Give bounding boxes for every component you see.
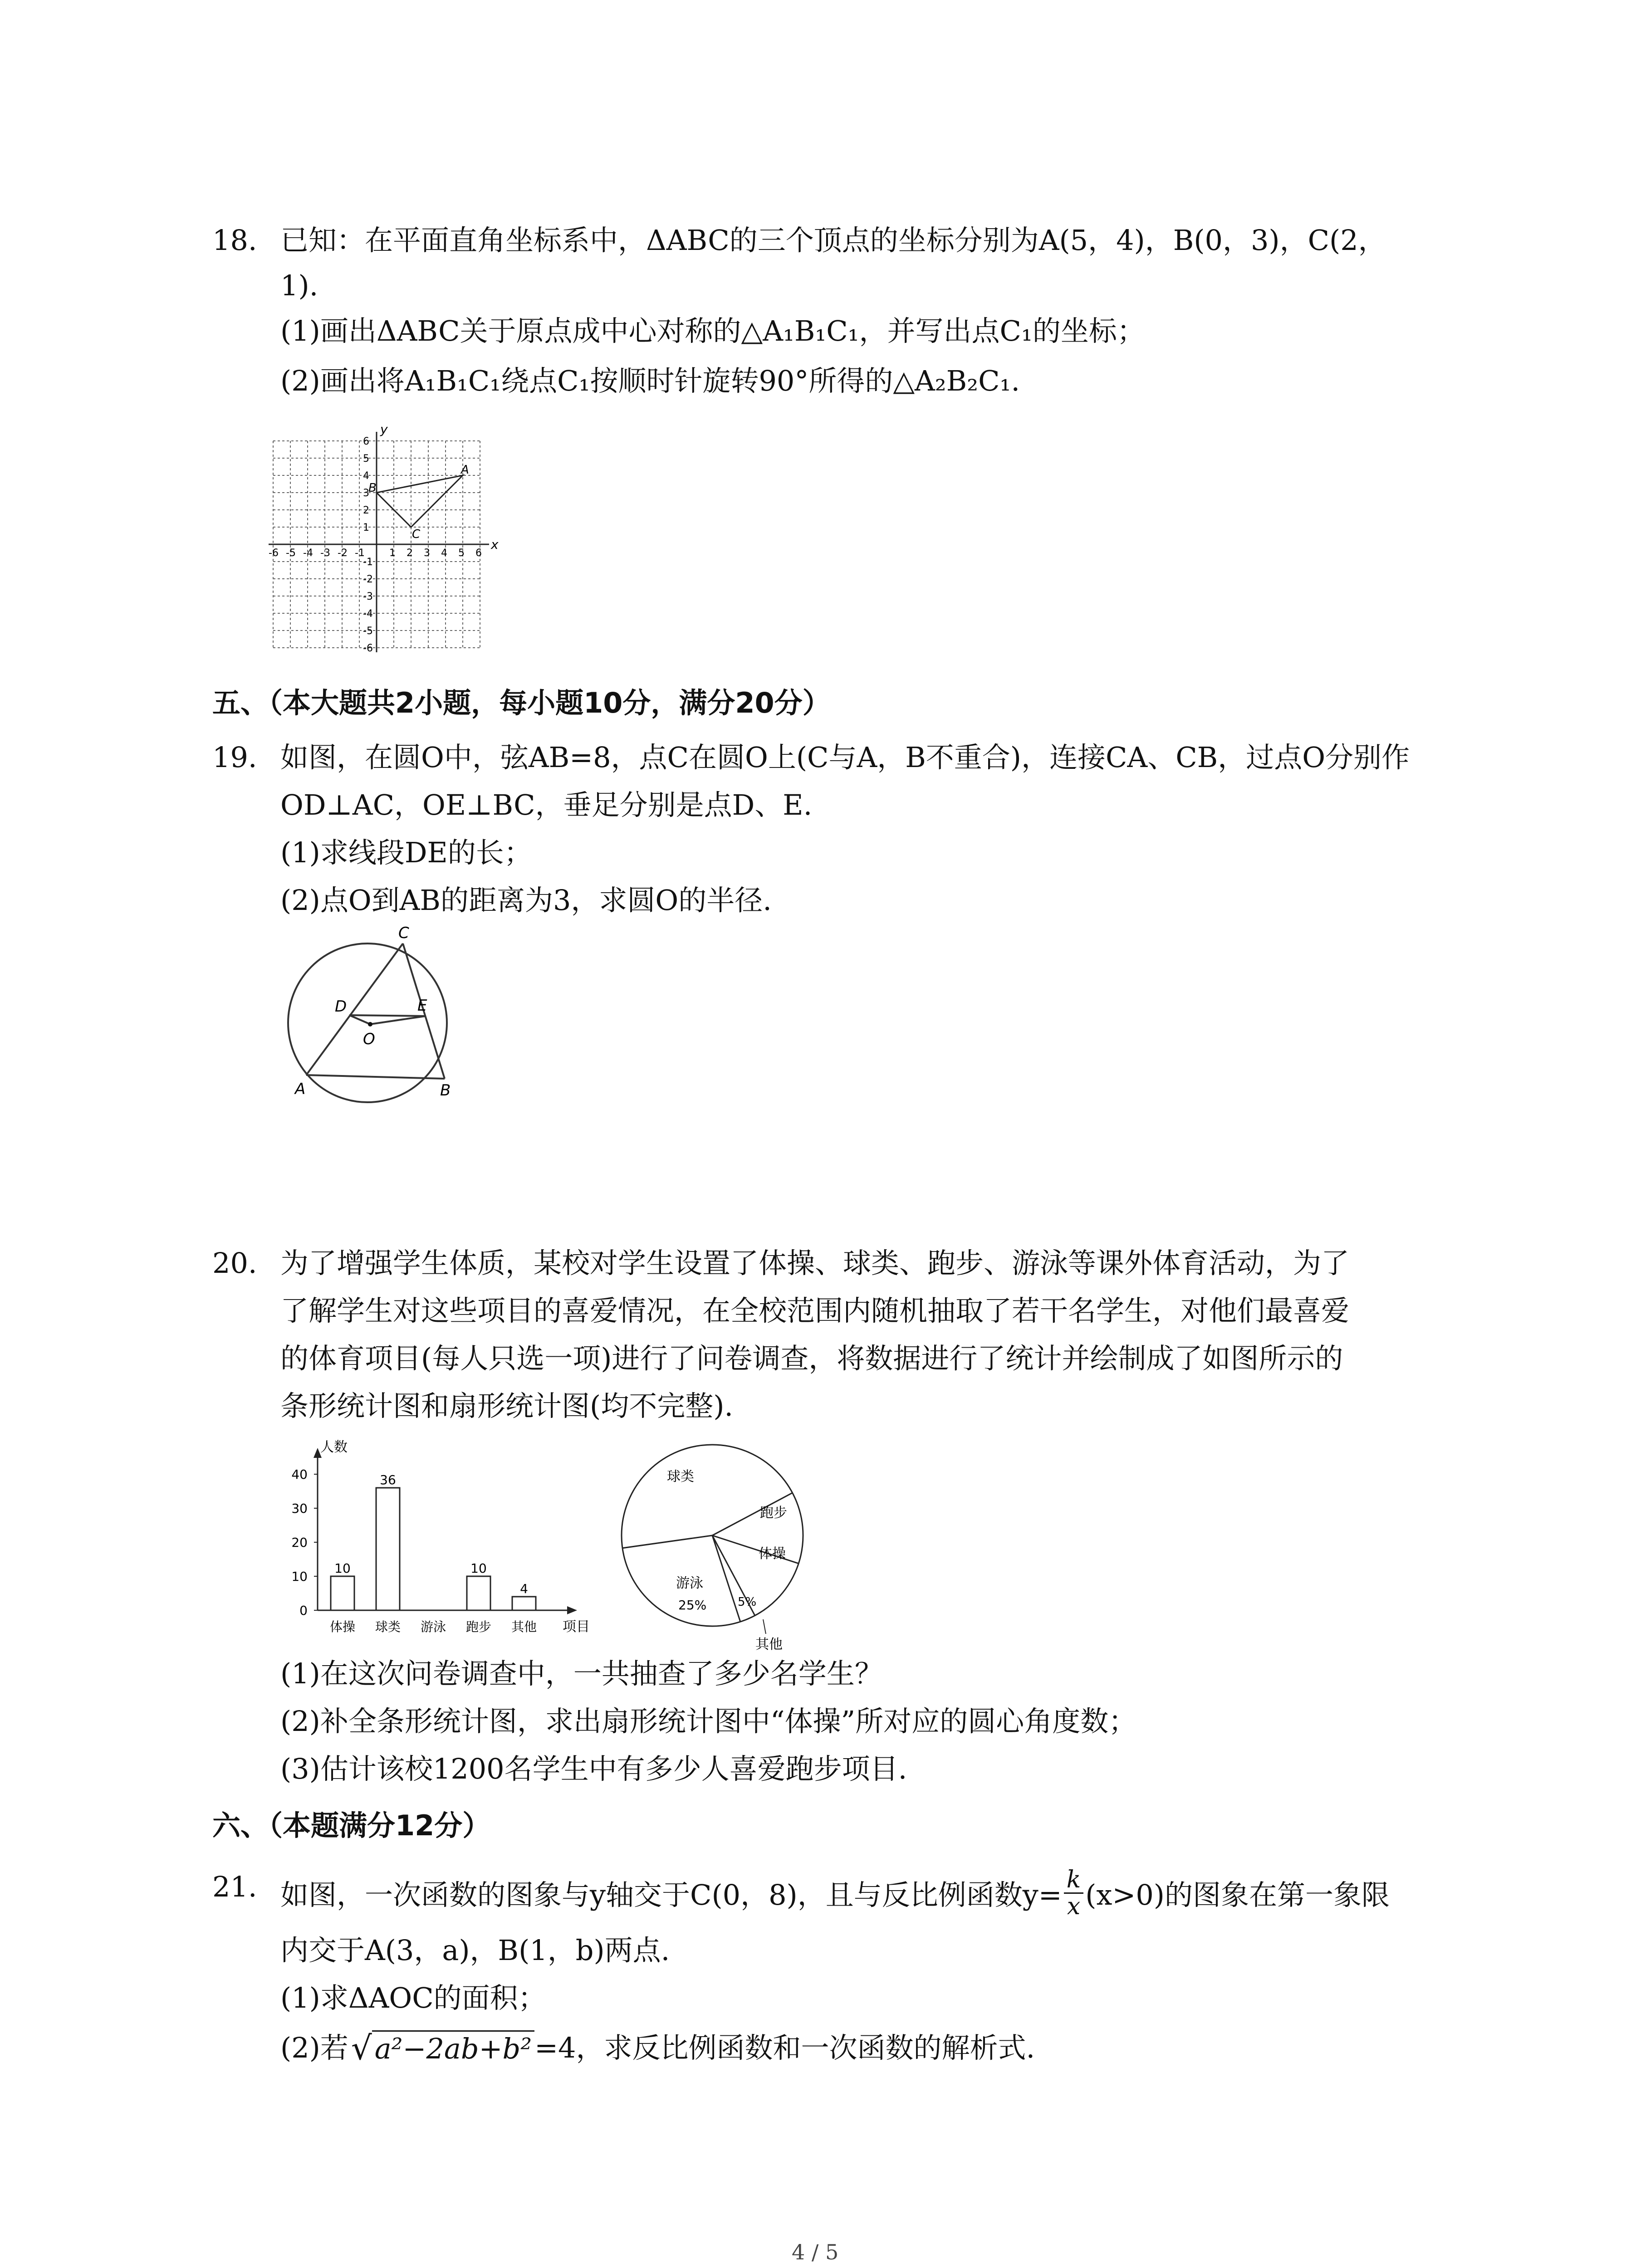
category-label: 体操: [329, 1619, 356, 1634]
label-A: A: [295, 1080, 306, 1098]
coordinate-grid-figure: [269, 422, 513, 662]
question-text: 为了增强学生体质，某校对学生设置了体操、球类、跑步、游泳等课外体育活动，为了: [280, 1246, 1350, 1280]
question-text: 的体育项目(每人只选一项)进行了问卷调查，将数据进行了统计并绘制成了如图所示的: [280, 1342, 1343, 1375]
bar: [376, 1488, 400, 1610]
x-tick-label: 6: [475, 547, 482, 559]
question-part: (2)补全条形统计图，求出扇形统计图中“体操”所对应的圆心角度数；: [280, 1705, 1137, 1738]
x-tick-label: -4: [303, 547, 313, 559]
pie-chart: [617, 1438, 862, 1651]
bar-chart: [272, 1438, 617, 1656]
x-axis-label: x: [491, 537, 499, 552]
y-tick-label: 0: [299, 1603, 308, 1618]
leader-line: [763, 1619, 766, 1634]
y-tick-label: 5: [363, 453, 369, 464]
bar: [512, 1597, 536, 1610]
bar-value-label: 4: [520, 1581, 528, 1596]
question-number: 18.: [212, 224, 257, 257]
q21-part2-b: =4，求反比例函数和一次函数的解析式.: [534, 2031, 1035, 2064]
question-part: (1)求线段DE的长；: [280, 836, 532, 869]
category-label: 游泳: [420, 1619, 446, 1634]
label-O: O: [363, 1030, 375, 1048]
bar-value-label: 10: [334, 1561, 351, 1576]
x-tick-label: -6: [269, 547, 279, 559]
q21-part2-a: (2)若: [280, 2031, 348, 2064]
question-number: 21.: [212, 1870, 257, 1903]
y-tick-label: -2: [363, 574, 373, 585]
bar-chart-figure: [272, 1438, 617, 1657]
y-tick-label: 4: [363, 470, 369, 482]
x-axis-title: 项目: [563, 1619, 590, 1635]
coordinate-grid: [269, 422, 513, 660]
page-number: 4 / 5: [792, 2240, 839, 2264]
question-part: (1)画出ΔABC关于原点成中心对称的△A₁B₁C₁，并写出点C₁的坐标；: [280, 314, 1145, 347]
radicand: a²−2ab+b²: [372, 2030, 534, 2066]
sqrt-sign: √: [351, 2029, 372, 2067]
point-label-B: B: [368, 481, 377, 495]
label-D: D: [335, 997, 347, 1016]
fraction: [1064, 1867, 1084, 1919]
y-tick-label: -3: [363, 591, 373, 602]
question-number: 20.: [212, 1246, 257, 1280]
fraction-denominator: x: [1067, 1893, 1081, 1920]
y-tick-label: -4: [363, 608, 373, 620]
question-text: 条形统计图和扇形统计图(均不完整).: [280, 1389, 734, 1422]
x-tick-label: 4: [441, 547, 447, 559]
question-text: 了解学生对这些项目的喜爱情况，在全校范围内随机抽取了若干名学生，对他们最喜爱: [280, 1294, 1350, 1327]
x-tick-label: -2: [338, 547, 348, 559]
y-tick-label: -5: [363, 626, 373, 637]
triangle-abc: [377, 475, 463, 527]
category-label: 球类: [375, 1619, 401, 1634]
bar: [467, 1576, 490, 1610]
category-label: 跑步: [465, 1619, 492, 1634]
section-heading: 六、（本题满分12分）: [212, 1809, 491, 1842]
x-tick-label: 5: [458, 547, 465, 559]
x-tick-label: -1: [355, 547, 365, 559]
label-C: C: [398, 924, 409, 942]
question-part: (1)在这次问卷调查中，一共抽查了多少名学生？: [280, 1657, 883, 1690]
q21-text-a: 如图，一次函数的图象与y轴交于C(0，8)，且与反比例函数y=: [280, 1878, 1062, 1911]
question-text: 1).: [280, 269, 318, 302]
question-text: 内交于A(3，a)，B(1，b)两点.: [280, 1934, 670, 1967]
bar: [331, 1576, 354, 1610]
slice-label: 体操: [759, 1546, 786, 1562]
slice-label: 跑步: [760, 1505, 787, 1521]
question-part: (2)点O到AB的距离为3，求圆O的半径.: [280, 884, 772, 917]
x-tick-label: -3: [320, 547, 330, 559]
pie-chart-figure: [617, 1438, 862, 1653]
question-text: [280, 1866, 1390, 1921]
y-tick-label: 6: [363, 436, 369, 447]
category-label: 其他: [511, 1619, 537, 1634]
y-tick-label: 30: [291, 1501, 308, 1516]
question-part: [280, 2030, 1035, 2066]
x-tick-label: 3: [424, 547, 430, 559]
point-label-A: A: [461, 463, 469, 477]
slice-label: 其他: [755, 1637, 783, 1652]
circle-figure: [281, 925, 481, 1109]
y-tick-label: 20: [291, 1535, 308, 1550]
y-tick-label: 40: [291, 1467, 308, 1482]
slice-label: 球类: [667, 1469, 694, 1485]
label-B: B: [440, 1081, 451, 1100]
question-text: 如图，在圆O中，弦AB=8，点C在圆O上(C与A，B不重合)，连接CA、CB，过点O分别作: [280, 741, 1410, 774]
slice-label: 游泳: [676, 1575, 703, 1591]
circle-diagram: [281, 925, 481, 1107]
slice-percent: 5%: [738, 1595, 757, 1609]
y-axis-title: 人数: [320, 1439, 348, 1455]
y-tick-label: 1: [363, 522, 369, 533]
question-text: 已知：在平面直角坐标系中，ΔABC的三个顶点的坐标分别为A(5，4)，B(0，3)，C(2，: [280, 224, 1386, 257]
y-tick-label: 3: [363, 488, 369, 499]
question-part: (1)求ΔAOC的面积；: [280, 1981, 546, 2014]
question-part: (3)估计该校1200名学生中有多少人喜爱跑步项目.: [280, 1752, 907, 1785]
y-tick-label: 10: [291, 1569, 308, 1584]
x-axis-arrow: [567, 1606, 577, 1614]
bar-value-label: 10: [470, 1561, 487, 1576]
q21-text-b: (x>0)的图象在第一象限: [1085, 1878, 1390, 1911]
x-tick-label: -5: [286, 547, 296, 559]
question-number: 19.: [212, 741, 257, 774]
y-tick-label: 2: [363, 505, 369, 516]
point-label-C: C: [412, 528, 421, 541]
fraction-numerator: k: [1064, 1867, 1084, 1894]
x-tick-label: 1: [389, 547, 396, 559]
section-heading: 五、（本大题共2小题，每小题10分，满分20分）: [212, 686, 831, 719]
question-part: (2)画出将A₁B₁C₁绕点C₁按顺时针旋转90°所得的△A₂B₂C₁.: [280, 364, 1020, 397]
y-tick-label: -1: [363, 557, 373, 568]
y-tick-label: -6: [363, 643, 373, 654]
label-E: E: [417, 997, 427, 1015]
x-tick-label: 2: [407, 547, 413, 559]
question-text: OD⊥AC，OE⊥BC，垂足分别是点D、E.: [280, 788, 813, 821]
slice-percent: 25%: [678, 1598, 707, 1613]
bar-value-label: 36: [380, 1472, 396, 1487]
y-axis-label: y: [380, 422, 388, 437]
